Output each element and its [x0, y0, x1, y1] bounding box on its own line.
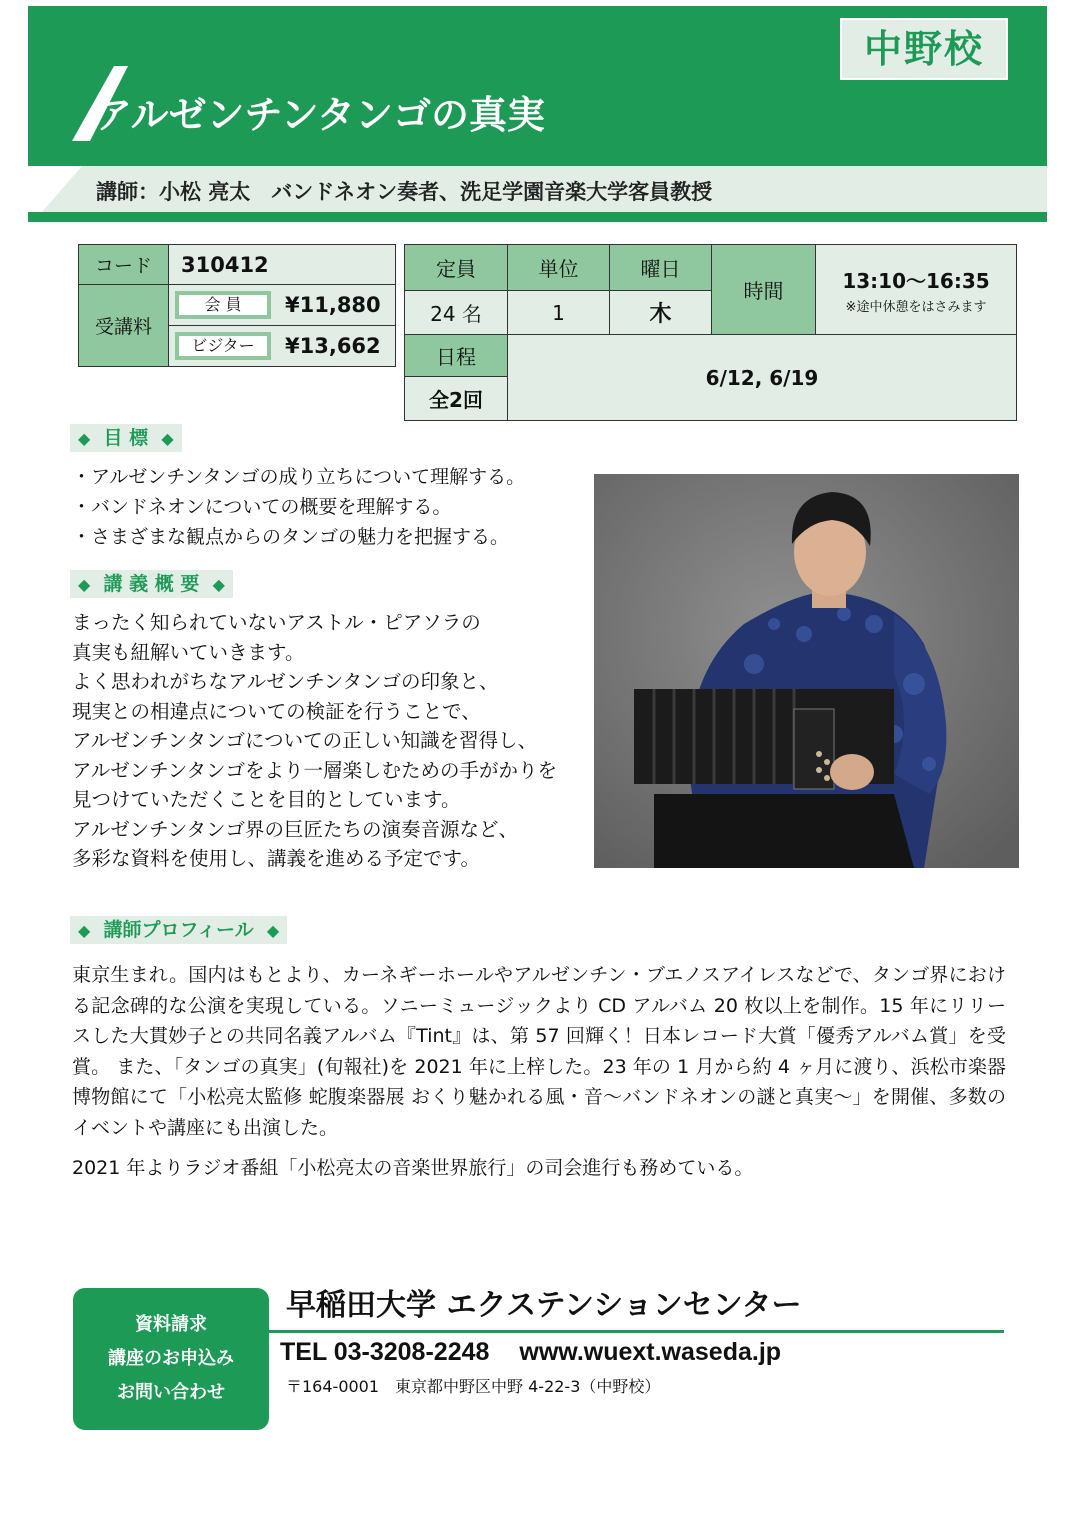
campus-badge: 中野校 — [840, 18, 1008, 80]
organization-name: 早稲田大学 エクステンションセンター — [286, 1288, 802, 1323]
diamond-icon: ◆ — [212, 575, 225, 594]
goals-list — [72, 462, 525, 552]
overview-heading: ◆ 講 義 概 要 ◆ — [70, 570, 233, 598]
diamond-icon: ◆ — [161, 429, 174, 448]
member-fee: ¥11,880 — [285, 293, 381, 317]
profile-heading: ◆ 講師プロフィール ◆ — [70, 916, 287, 944]
footer-divider — [268, 1330, 1004, 1333]
diamond-icon: ◆ — [78, 429, 91, 448]
list-item: ・アルゼンチンタンゴの成り立ちについて理解する。 — [72, 466, 526, 488]
capacity-value: 24 名 — [405, 291, 508, 335]
fee-label: 受講料 — [79, 285, 169, 367]
weekday-value: 木 — [610, 291, 712, 335]
visitor-fee: ¥13,662 — [285, 334, 381, 358]
visitor-label: ビジター — [175, 332, 271, 360]
profile-paragraph: 東京生まれ。国内はもとより、カーネギーホールやアルゼンチン・ブエノスアイレスなどで、タンゴ界における記念碑的な公演を実現している。ソニーミュージックより CD アルバム 20 枚以上を制作。15 年にリリースした大貫妙子との共同名義アルバム『Tint』は、第 57 回輝く！日本レコード大賞「優秀アルバム賞」を受賞。 また、「タンゴの真実」(旬報社)を 2021 年に上梓した。23 年の 1 月から約 4 ヶ月に渡り、浜松市楽器博物館にて「小松亮太監修 蛇腹楽器展 おくり魅かれる風・音～バンドネオンの謎と真実～」を開催、多数のイベントや講座にも出演した。 — [72, 964, 1006, 1139]
schedule-dates: 6/12, 6/19 — [508, 335, 1017, 421]
class-time: 13:10～16:35 — [842, 268, 990, 293]
schedule-table — [404, 244, 1017, 421]
phone-number: TEL 03-3208-2248 — [280, 1338, 490, 1366]
time-label: 時間 — [712, 245, 816, 335]
member-label: 会 員 — [175, 291, 271, 319]
list-item: ・さまざまな観点からのタンゴの魅力を把握する。 — [72, 526, 510, 548]
instructor-photo — [594, 474, 1019, 868]
profile-text — [72, 960, 1006, 1194]
session-count: 全2回 — [405, 377, 508, 421]
goals-heading: ◆ 目 標 ◆ — [70, 424, 182, 452]
code-label: コード — [79, 245, 169, 285]
profile-paragraph: 2021 年よりラジオ番組「小松亮太の音楽世界旅行」の司会進行も務めている。 — [72, 1157, 754, 1179]
diamond-icon: ◆ — [78, 575, 91, 594]
diamond-icon: ◆ — [78, 921, 91, 940]
diamond-icon: ◆ — [266, 921, 280, 940]
instructor-line: 講師：小松 亮太 バンドネオン奏者、洗足学園音楽大学客員教授 — [96, 180, 713, 204]
course-info-table — [78, 244, 396, 367]
inquiry-box: 資料請求 講座のお申込み お問い合わせ — [73, 1288, 269, 1430]
weekday-label: 曜日 — [610, 245, 712, 291]
capacity-label: 定員 — [405, 245, 508, 291]
website-link[interactable]: www.wuext.waseda.jp — [519, 1338, 782, 1366]
address: 〒164-0001 東京都中野区中野 4-22-3（中野校） — [286, 1377, 661, 1396]
overview-text: まったく知られていないアストル・ピアソラの 真実も紐解いていきます。 よく思われがちなアルゼンチンタンゴの印象と、 現実との相違点についての検証を行うことで、 アルゼンチンタンゴについての正しい知識を習得し、 アルゼンチンタンゴをより一層楽しむための手がかりを 見つけていただくことを目的としています。 アルゼンチンタンゴ界の巨匠たちの演奏音源など、 多彩な資料を使用し、講義を進める予定です。 — [72, 611, 557, 870]
schedule-label: 日程 — [405, 335, 508, 377]
contact-line — [280, 1338, 781, 1367]
header-banner — [28, 6, 1047, 222]
unit-label: 単位 — [508, 245, 610, 291]
course-title: アルゼンチンタンゴの真実 — [94, 93, 546, 137]
time-note: ※途中休憩をはさみます — [845, 299, 987, 315]
time-cell — [816, 245, 1017, 335]
unit-value: 1 — [508, 291, 610, 335]
list-item: ・バンドネオンについての概要を理解する。 — [72, 496, 452, 518]
course-code: 310412 — [169, 245, 396, 285]
